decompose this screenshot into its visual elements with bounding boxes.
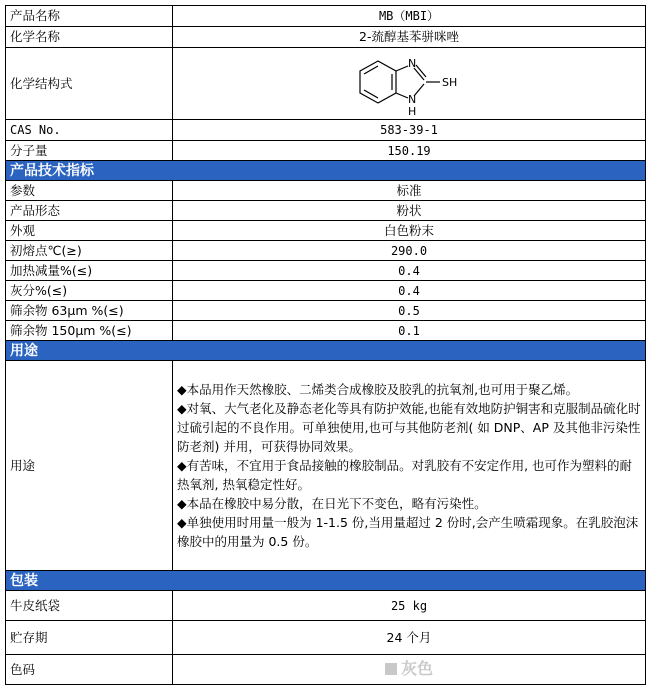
spec-label: 初熔点℃(≥) bbox=[6, 241, 173, 261]
spec-label: 加热减量%(≤) bbox=[6, 261, 173, 281]
spec-label: 产品形态 bbox=[6, 201, 173, 221]
row-usage bbox=[6, 361, 646, 571]
spec-value: 标准 bbox=[173, 181, 646, 201]
color-code-swatch bbox=[385, 659, 433, 678]
spec-label: 筛余物 150μm %(≤) bbox=[6, 321, 173, 341]
section-title-specs: 产品技术指标 bbox=[6, 161, 646, 181]
row-storage-period bbox=[6, 621, 646, 655]
packing-bag-value: 25 kg bbox=[173, 591, 646, 621]
row-molecular-weight bbox=[6, 141, 646, 161]
row-cas bbox=[6, 120, 646, 141]
spec-row bbox=[6, 201, 646, 221]
cas-label: CAS No. bbox=[6, 120, 173, 141]
row-color-code bbox=[6, 655, 646, 685]
spec-row bbox=[6, 221, 646, 241]
color-swatch-square bbox=[385, 663, 397, 675]
usage-label: 用途 bbox=[6, 361, 173, 571]
spec-row bbox=[6, 281, 646, 301]
section-title-usage: 用途 bbox=[6, 341, 646, 361]
structure-label: 化学结构式 bbox=[6, 48, 173, 120]
row-structure bbox=[6, 48, 646, 120]
row-product-name bbox=[6, 6, 646, 27]
section-header-specs bbox=[6, 161, 646, 181]
color-code-value: 灰色 bbox=[400, 659, 433, 678]
spec-row bbox=[6, 261, 646, 281]
structure-atom-h: H bbox=[408, 104, 417, 117]
structure-atom-sh: SH bbox=[442, 75, 458, 89]
usage-description bbox=[173, 361, 646, 571]
spec-row bbox=[6, 181, 646, 201]
section-title-packing: 包装 bbox=[6, 571, 646, 591]
chemical-name-value: 2-巯醇基苯骈咪唑 bbox=[173, 27, 646, 48]
spec-label: 灰分%(≤) bbox=[6, 281, 173, 301]
spec-value: 0.4 bbox=[173, 261, 646, 281]
usage-line: ◆对氧、大气老化及静态老化等具有防护效能,也能有效地防护铜害和克服制品硫化时过硫引起的不良作用。可单独使用,也可与其他防老剂( 如 DNP、AP 及其他非污染性防老剂) 并用，可获得协同效果。 bbox=[177, 401, 641, 454]
color-code-cell bbox=[173, 655, 646, 685]
spec-value: 0.4 bbox=[173, 281, 646, 301]
row-packing-bag bbox=[6, 591, 646, 621]
chemical-name-label: 化学名称 bbox=[6, 27, 173, 48]
usage-line: ◆有苦味，不宜用于食品接触的橡胶制品。对乳胶有不安定作用, 也可作为塑料的耐热氧剂, 热氧稳定性好。 bbox=[177, 458, 633, 492]
product-name-value: MB（MBI） bbox=[173, 6, 646, 27]
product-spec-table bbox=[5, 5, 646, 685]
packing-bag-label: 牛皮纸袋 bbox=[6, 591, 173, 621]
spec-label: 筛余物 63μm %(≤) bbox=[6, 301, 173, 321]
color-code-label: 色码 bbox=[6, 655, 173, 685]
usage-line: ◆本品在橡胶中易分散，在日光下不变色，略有污染性。 bbox=[177, 496, 487, 511]
product-name-label: 产品名称 bbox=[6, 6, 173, 27]
cas-value: 583-39-1 bbox=[173, 120, 646, 141]
structure-cell bbox=[173, 48, 646, 120]
row-chemical-name bbox=[6, 27, 646, 48]
spec-row bbox=[6, 321, 646, 341]
molecular-weight-label: 分子量 bbox=[6, 141, 173, 161]
section-header-usage bbox=[6, 341, 646, 361]
storage-period-value: 24 个月 bbox=[173, 621, 646, 655]
structure-atom-n-top: N bbox=[408, 56, 417, 70]
spec-label: 外观 bbox=[6, 221, 173, 241]
spec-row bbox=[6, 241, 646, 261]
usage-line: ◆单独使用时用量一般为 1-1.5 份,当用量超过 2 份时,会产生喷霜现象。在乳胶泡沫橡胶中的用量为 0.5 份。 bbox=[177, 515, 639, 549]
molecular-weight-value: 150.19 bbox=[173, 141, 646, 161]
spec-value: 0.1 bbox=[173, 321, 646, 341]
benzimidazole-thiol-structure-image bbox=[344, 51, 474, 117]
section-header-packing bbox=[6, 571, 646, 591]
structure-atom-n-bottom: N bbox=[408, 92, 417, 106]
spec-value: 0.5 bbox=[173, 301, 646, 321]
spec-value: 290.0 bbox=[173, 241, 646, 261]
usage-line: ◆本品用作天然橡胶、二烯类合成橡胶及胶乳的抗氧剂,也可用于聚乙烯。 bbox=[177, 382, 579, 397]
storage-period-label: 贮存期 bbox=[6, 621, 173, 655]
spec-row bbox=[6, 301, 646, 321]
spec-label: 参数 bbox=[6, 181, 173, 201]
spec-value: 白色粉末 bbox=[173, 221, 646, 241]
spec-value: 粉状 bbox=[173, 201, 646, 221]
